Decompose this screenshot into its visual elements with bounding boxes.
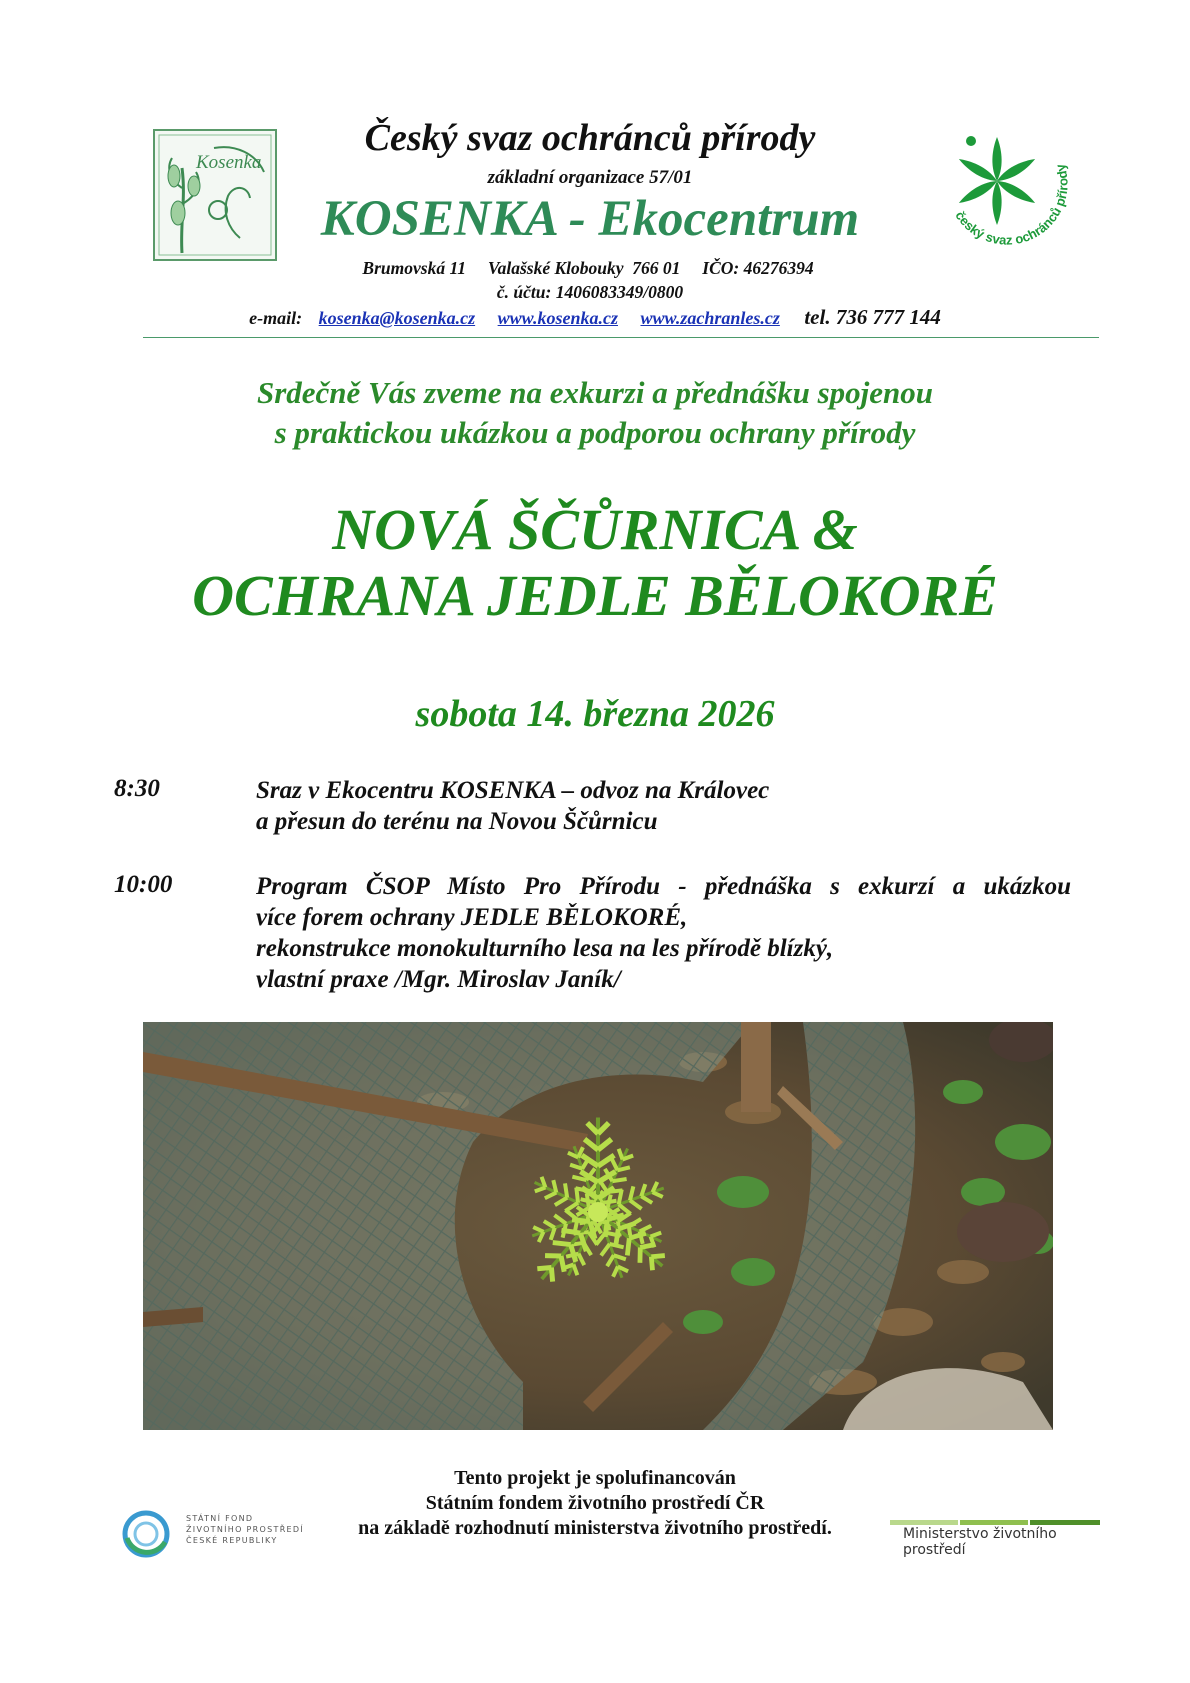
org-subtitle: základní organizace 57/01 — [487, 167, 693, 188]
schedule-line: rekonstrukce monokulturního lesa na les přírodě blízký, — [256, 935, 834, 962]
svg-text:český svaz ochránců přírody: český svaz ochránců přírody — [952, 162, 1071, 248]
schedule-line: Sraz v Ekocentru KOSENKA – odvoz na Královec — [256, 777, 770, 804]
funding-line: Tento projekt je spolufinancován — [454, 1467, 736, 1489]
event-title — [60, 497, 1130, 629]
sfzp-logo — [120, 1508, 180, 1560]
contact-line — [150, 305, 1040, 330]
org-name: KOSENKA - Ekocentrum — [320, 191, 860, 247]
kosenka-logo — [152, 128, 278, 262]
email-label: e-mail: — [249, 308, 303, 328]
csop-logo — [937, 123, 1077, 263]
header-divider — [143, 337, 1099, 338]
fir-seedling-photo — [143, 1022, 1053, 1430]
sfzp-line: ČESKÉ REPUBLIKY — [186, 1536, 278, 1545]
mzp-name: Ministerstvo životního prostředí — [903, 1526, 1057, 1558]
org-address: Brumovská 11 Valašské Klobouky 766 01 IČO: 46276394 — [362, 258, 814, 278]
event-title-line-1: NOVÁ ŠČŮRNICA & — [332, 497, 858, 562]
website-link[interactable]: www.kosenka.cz — [497, 308, 618, 328]
funding-line: na základě rozhodnutí ministerstva životního prostředí. — [358, 1517, 832, 1539]
schedule-description — [256, 871, 1071, 995]
schedule-line: a přesun do terénu na Novou Ščůrnicu — [256, 808, 658, 835]
funding-statement — [300, 1466, 890, 1541]
invitation-line-1: Srdečně Vás zveme na exkurzi a přednášku spojenou — [256, 375, 934, 410]
sfzp-line: STÁTNÍ FOND — [186, 1514, 254, 1523]
sfzp-name — [186, 1513, 326, 1546]
event-date: sobota 14. března 2026 — [415, 693, 775, 735]
schedule-line: více forem ochrany JEDLE BĚLOKORÉ, — [256, 904, 688, 931]
schedule-line: vlastní praxe /Mgr. Miroslav Janík/ — [256, 966, 621, 993]
phone-number: tel. 736 777 144 — [804, 305, 941, 329]
invitation-line-2: s praktickou ukázkou a podporou ochrany přírody — [274, 415, 916, 450]
invitation-text — [100, 373, 1090, 453]
event-title-line-2: OCHRANA JEDLE BĚLOKORÉ — [192, 563, 998, 628]
schedule-time: 10:00 — [114, 871, 173, 898]
funding-line: Státním fondem životního prostředí ČR — [425, 1492, 765, 1514]
bank-account: č. účtu: 1406083349/0800 — [496, 282, 684, 302]
mzp-logo-bars — [890, 1512, 1100, 1517]
schedule-description — [256, 775, 1056, 837]
schedule-time: 8:30 — [114, 775, 160, 802]
schedule-line: Program ČSOP Místo Pro Přírodu - přednáška s exkurzí a ukázkou — [256, 873, 1071, 900]
email-link[interactable]: kosenka@kosenka.cz — [318, 308, 476, 328]
org-title: Český svaz ochránců přírody — [364, 117, 816, 159]
svg-text:Kosenka: Kosenka — [196, 152, 262, 173]
sfzp-line: ŽIVOTNÍHO PROSTŘEDÍ — [186, 1525, 305, 1534]
website-link-zachranles[interactable]: www.zachranles.cz — [640, 308, 780, 328]
